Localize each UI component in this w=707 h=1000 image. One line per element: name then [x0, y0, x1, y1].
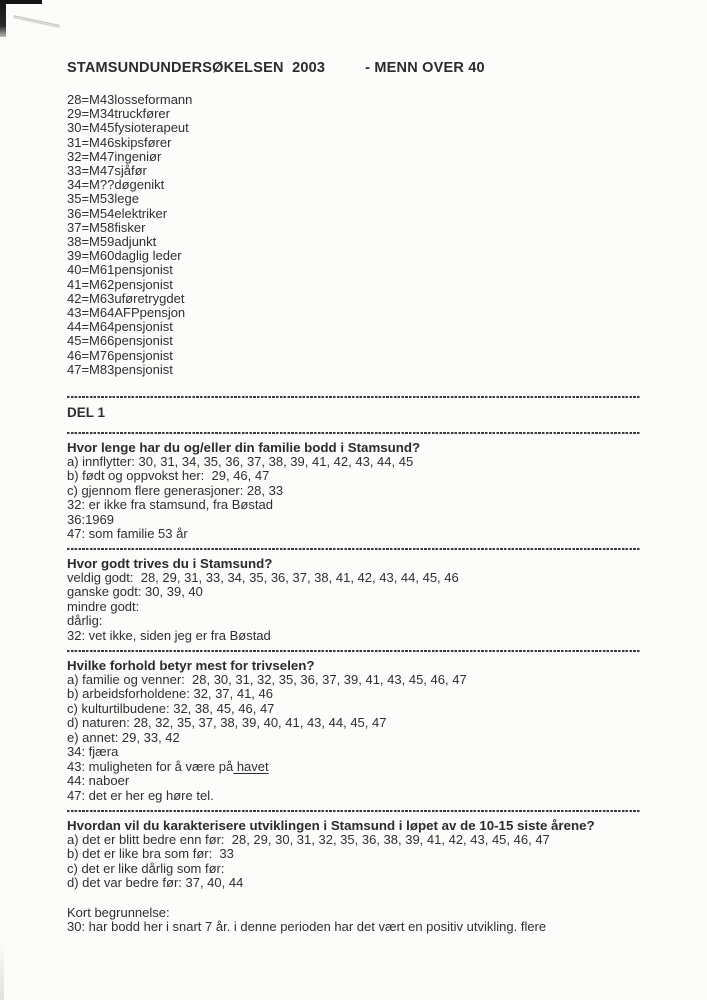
- document-title-row: [67, 60, 641, 76]
- dashed-separator: [67, 548, 641, 550]
- answer-line-with-underline: [67, 760, 641, 775]
- roster-line: 34=M??døgenikt: [67, 177, 165, 193]
- answer-line: 47: som familie 53 år: [67, 526, 188, 542]
- answer-line: a) familie og venner: 28, 30, 31, 32, 35, 36, 37, 39, 41, 43, 45, 46, 47: [67, 671, 467, 687]
- roster-line: 45=M66pensjonist: [67, 333, 173, 349]
- survey-section: [67, 438, 641, 542]
- roster-line: 43=M64AFPpensjon: [67, 305, 186, 321]
- answer-line: b) født og oppvokst her: 29, 46, 47: [67, 468, 270, 484]
- answer-line: a) innflytter: 30, 31, 34, 35, 36, 37, 38, 39, 41, 42, 43, 44, 45: [67, 453, 414, 469]
- scan-edge-left-artifact: [0, 0, 6, 37]
- section-question: Hvilke forhold betyr mest for trivselen?: [67, 657, 315, 673]
- survey-section: [67, 816, 641, 891]
- section-question: Hvordan vil du karakterisere utviklingen i Stamsund i løpet av de 10-15 siste årene?: [67, 817, 595, 833]
- part-header: DEL 1: [67, 405, 106, 421]
- answer-line: c) gjennom flere generasjoner: 28, 33: [67, 482, 284, 498]
- answer-line: e) annet: 29, 33, 42: [67, 729, 180, 745]
- roster-line: 29=M34truckfører: [67, 106, 170, 122]
- answer-line: 34: fjæra: [67, 744, 119, 760]
- dashed-separator: [67, 650, 641, 652]
- roster-line: 42=M63uføretrygdet: [67, 290, 185, 306]
- answer-line: d) det var bedre før: 37, 40, 44: [67, 875, 244, 891]
- roster-line: 37=M58fisker: [67, 219, 146, 235]
- roster-line: 32=M47ingeniør: [67, 148, 162, 164]
- document-subtitle: - MENN OVER 40: [365, 60, 485, 76]
- answer-line: 32: vet ikke, siden jeg er fra Bøstad: [67, 628, 271, 644]
- roster-line: 39=M60daglig leder: [67, 248, 182, 264]
- roster-line: 46=M76pensjonist: [67, 347, 173, 363]
- answer-line: b) det er like bra som før: 33: [67, 846, 234, 862]
- underlined-word: havet: [233, 758, 269, 774]
- footer-note: 30: har bodd her i snart 7 år. i denne perioden har det vært en positiv utvikling. flere: [67, 919, 547, 935]
- scan-scratch-artifact: [13, 15, 61, 28]
- roster-line: 30=M45fysioterapeut: [67, 120, 189, 136]
- answer-line: 47: det er her eg høre tel.: [67, 787, 214, 803]
- scan-edge-top-artifact: [0, 0, 42, 4]
- answer-line: c) kulturtilbudene: 32, 38, 45, 46, 47: [67, 700, 275, 716]
- roster-line: 41=M62pensjonist: [67, 276, 173, 292]
- answer-line: b) arbeidsforholdene: 32, 37, 41, 46: [67, 686, 273, 702]
- roster-line: 33=M47sjåfør: [67, 163, 147, 179]
- roster-line: 31=M46skipsfører: [67, 134, 172, 150]
- footer-note-block: [67, 906, 641, 935]
- dashed-separator: [67, 432, 641, 434]
- answer-line: d) naturen: 28, 32, 35, 37, 38, 39, 40, 41, 43, 44, 45, 47: [67, 715, 387, 731]
- roster-line: 47=M83pensjonist: [67, 361, 173, 377]
- answer-line: 36:1969: [67, 511, 114, 527]
- survey-section: [67, 656, 641, 804]
- survey-section: [67, 554, 641, 644]
- section-question: Hvor godt trives du i Stamsund?: [67, 555, 273, 571]
- roster-line: 36=M54elektriker: [67, 205, 168, 221]
- answer-line: mindre godt:: [67, 598, 140, 614]
- section-question: Hvor lenge har du og/eller din familie bodd i Stamsund?: [67, 439, 421, 455]
- document-content: [67, 0, 641, 935]
- answer-line: ganske godt: 30, 39, 40: [67, 584, 203, 600]
- dashed-separator: [67, 396, 641, 398]
- answer-line-prefix: 43: muligheten for å være på: [67, 758, 234, 774]
- roster-line: 35=M53lege: [67, 191, 139, 207]
- answer-line: 44: naboer: [67, 773, 130, 789]
- roster-line: 44=M64pensjonist: [67, 319, 173, 335]
- dashed-separator: [67, 810, 641, 812]
- scan-edge-bottom-artifact: [0, 940, 4, 1000]
- roster-line: 28=M43losseformann: [67, 92, 193, 107]
- answer-line: dårlig:: [67, 613, 103, 629]
- roster-line: 38=M59adjunkt: [67, 234, 157, 250]
- footer-label: Kort begrunnelse:: [67, 904, 170, 920]
- roster-line: 40=M61pensjonist: [67, 262, 173, 278]
- document-title: STAMSUNDUNDERSØKELSEN 2003: [67, 60, 326, 76]
- respondent-roster: [67, 93, 641, 377]
- answer-line: c) det er like dårlig som før:: [67, 860, 225, 876]
- answer-line: veldig godt: 28, 29, 31, 33, 34, 35, 36, 37, 38, 41, 42, 43, 44, 45, 46: [67, 569, 459, 585]
- answer-line: a) det er blitt bedre enn før: 28, 29, 30, 31, 32, 35, 36, 38, 39, 41, 42, 43, 45, 46, 47: [67, 831, 550, 847]
- answer-line: 32: er ikke fra stamsund, fra Bøstad: [67, 497, 273, 513]
